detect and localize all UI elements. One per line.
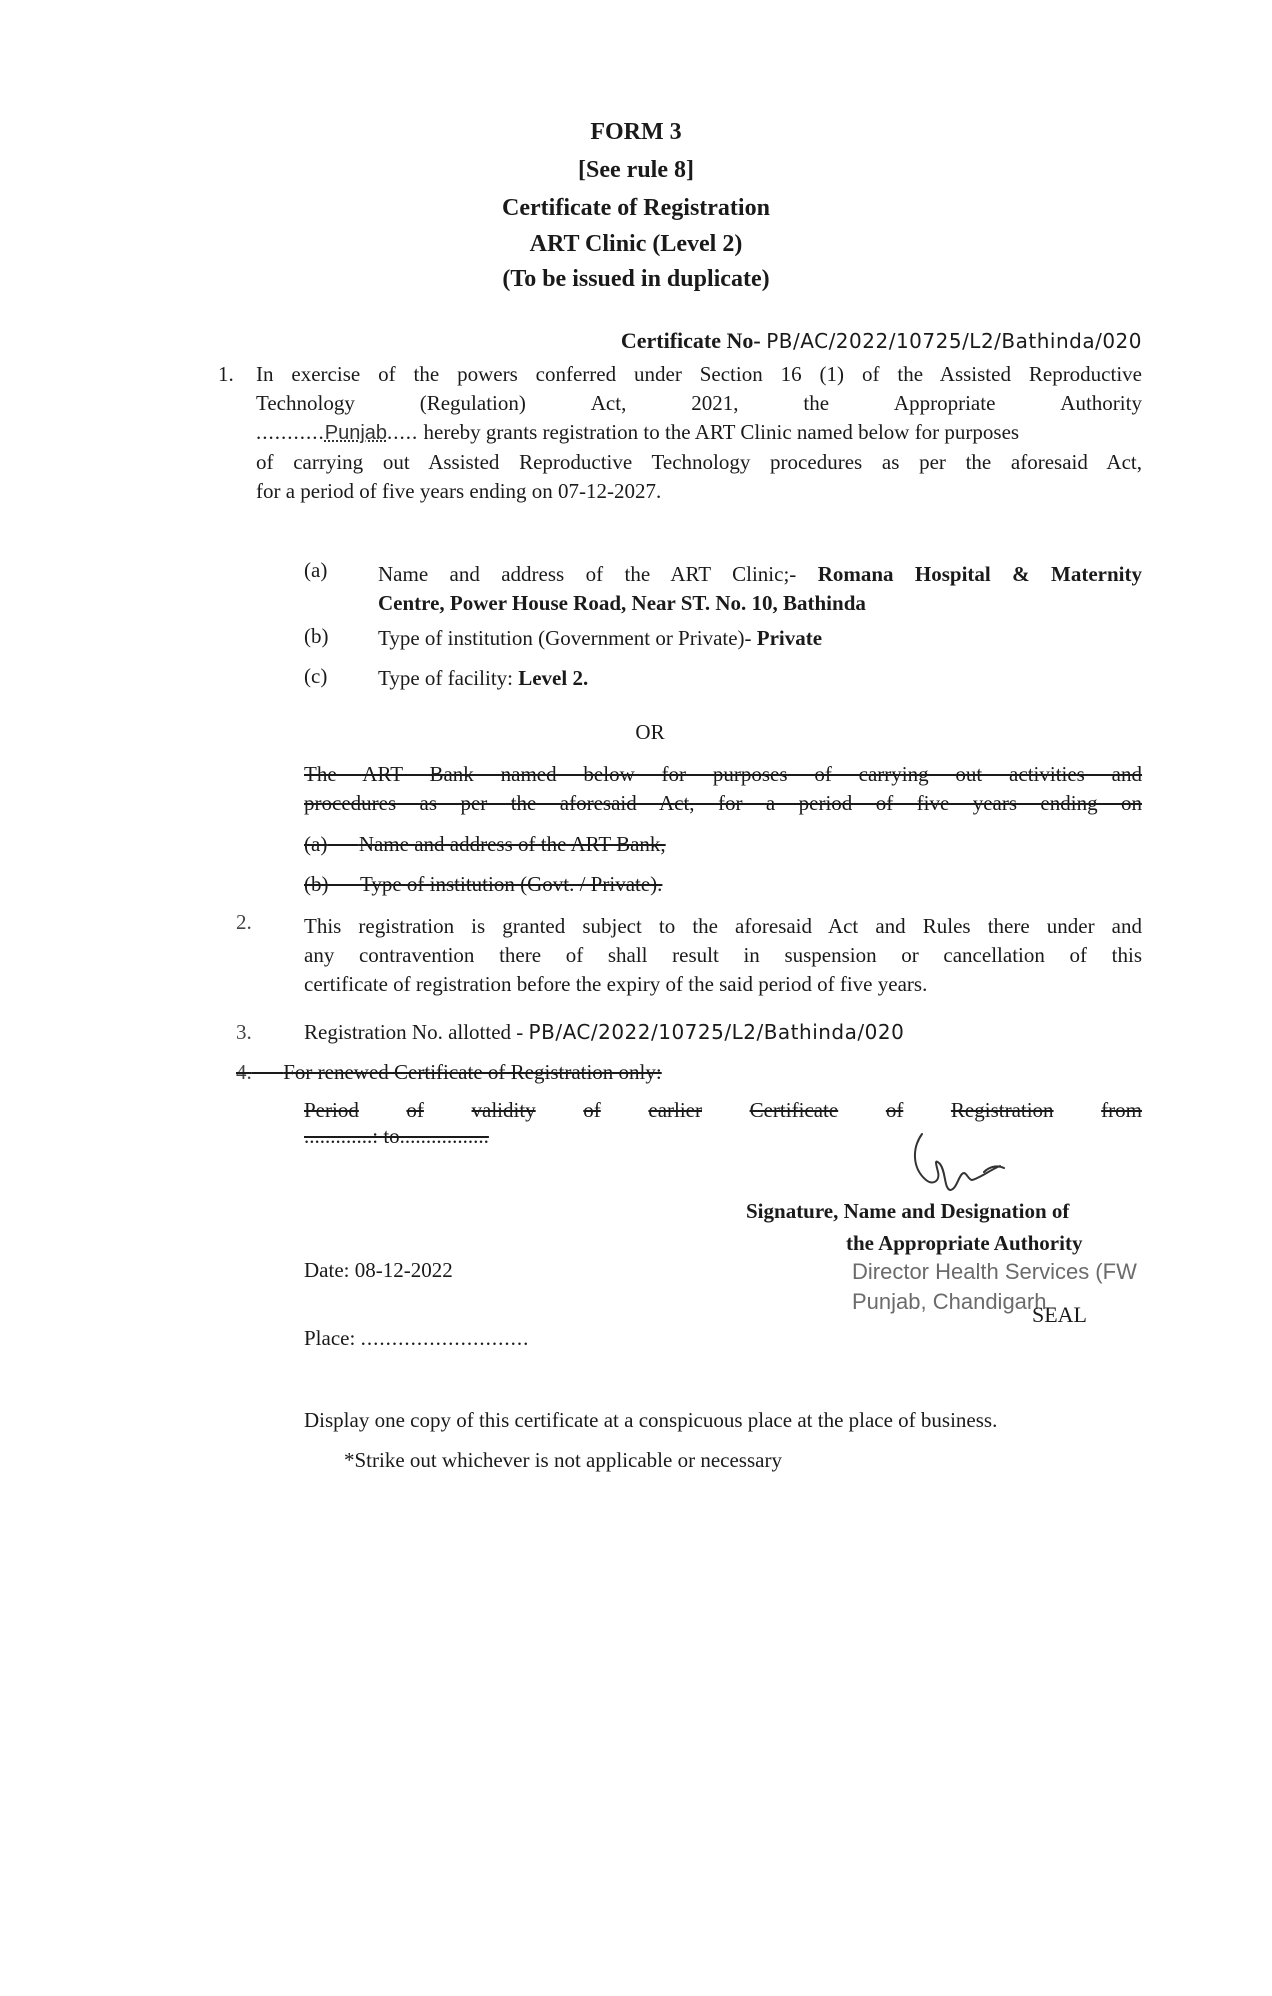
bank-item-a: (a) Name and address of the ART Bank, (304, 832, 666, 856)
certificate-number: PB/AC/2022/10725/L2/Bathinda/020 (766, 329, 1142, 353)
para1-word: Appropriate (893, 391, 996, 415)
display-instruction: Display one copy of this certificate at a conspicuous place at the place of business. (304, 1408, 998, 1432)
item-label: (b) (304, 624, 329, 648)
handwritten-signature (900, 1128, 1020, 1202)
place-dots: ........................... (360, 1326, 530, 1350)
para1-word: 2021, (691, 391, 739, 415)
seal-label: SEAL (1032, 1302, 1087, 1327)
para4-number: 4. (236, 1060, 252, 1084)
clinic-name: Romana Hospital & Maternity (817, 562, 1142, 586)
or-divider: OR (635, 720, 665, 744)
clinic-line: Name and address of the ART Clinic;- Romana Hospital & Maternity (378, 562, 1142, 586)
facility-type-line: Type of facility: Level 2. (378, 666, 589, 690)
para1-line (256, 389, 1142, 418)
item-label: (c) (304, 664, 328, 688)
para2-body (304, 912, 1142, 999)
para1-line: for a period of five years ending on 07-12-2027. (256, 479, 662, 503)
bank-item-b: (b) Type of institution (Govt. / Private). (304, 872, 663, 896)
para1-word: Authority (1060, 391, 1142, 415)
clinic-address: Centre, Power House Road, Near ST. No. 10, Bathinda (378, 591, 866, 615)
institution-type-line: Type of institution (Government or Private)- Private (378, 626, 823, 650)
bank-line: The ART Bank named below for purposes of carrying out activities and (304, 762, 1142, 786)
para2-number: 2. (236, 910, 252, 934)
para1-body (256, 360, 1142, 506)
strike-out-note: *Strike out whichever is not applicable or necessary (344, 1448, 782, 1472)
signature-caption: Signature, Name and Designation of (746, 1199, 1070, 1223)
duplicate-note: (To be issued in duplicate) (502, 266, 770, 292)
para1-word: (Regulation) (419, 391, 526, 415)
clinic-line (378, 589, 1142, 618)
authority-name: Punjab (324, 422, 388, 444)
para1-word: Technology (256, 391, 355, 415)
para1-line (256, 418, 1142, 448)
document-subtitle: ART Clinic (Level 2) (529, 231, 743, 257)
facility-type: Level 2. (518, 666, 589, 690)
renewal-period-line: Period of validity of earlier Certificate of Registration from (304, 1098, 1142, 1122)
bank-line: procedures as per the aforesaid Act, for a period of five years ending on (304, 791, 1142, 815)
renewal-dates-line: .............: to................. (304, 1124, 489, 1148)
clinic-name-address (378, 560, 1142, 618)
certificate-number-label: Certificate No- (620, 328, 761, 353)
para1-number: 1. (218, 362, 234, 386)
para1-line-rest: hereby grants registration to the ART Clinic named below for purposes (423, 420, 1020, 444)
para2-line: certificate of registration before the expiry of the said period of five years. (304, 972, 928, 996)
para1-word: the (803, 391, 830, 415)
bank-section (304, 760, 1142, 818)
item-label: (a) (304, 558, 328, 582)
document-title: Certificate of Registration (502, 195, 770, 221)
official-stamp-line: Punjab, Chandigarh (852, 1289, 1047, 1314)
institution-type: Private (756, 626, 823, 650)
para1-line: of carrying out Assisted Reproductive Technology procedures as per the aforesaid Act, (256, 450, 1142, 474)
signature-caption: the Appropriate Authority (846, 1231, 1083, 1255)
para2-line: This registration is granted subject to the aforesaid Act and Rules there under and (304, 914, 1142, 938)
para1-line: In exercise of the powers conferred under Section 16 (1) of the Assisted Reproductive (256, 362, 1142, 386)
issue-date: Date: 08-12-2022 (304, 1258, 453, 1282)
authority-dots: ..... (387, 420, 419, 444)
authority-dots: ........... (256, 420, 325, 444)
para1-word: Act, (590, 391, 627, 415)
place-line (304, 1324, 529, 1353)
certificate-number-line (621, 326, 1142, 356)
rule-reference: [See rule 8] (578, 157, 694, 183)
place-label: Place: (304, 1326, 356, 1350)
para2-line: any contravention there of shall result in suspension or cancellation of this (304, 943, 1142, 967)
official-stamp-line: Director Health Services (FW (852, 1259, 1137, 1284)
registration-number-line: Registration No. allotted - PB/AC/2022/10725/L2/Bathinda/020 (304, 1020, 905, 1044)
form-number: FORM 3 (590, 119, 682, 145)
renewal-heading-line: 4. For renewed Certificate of Registration only: (236, 1060, 662, 1084)
registration-number: PB/AC/2022/10725/L2/Bathinda/020 (528, 1020, 905, 1044)
para3-number: 3. (236, 1020, 252, 1044)
